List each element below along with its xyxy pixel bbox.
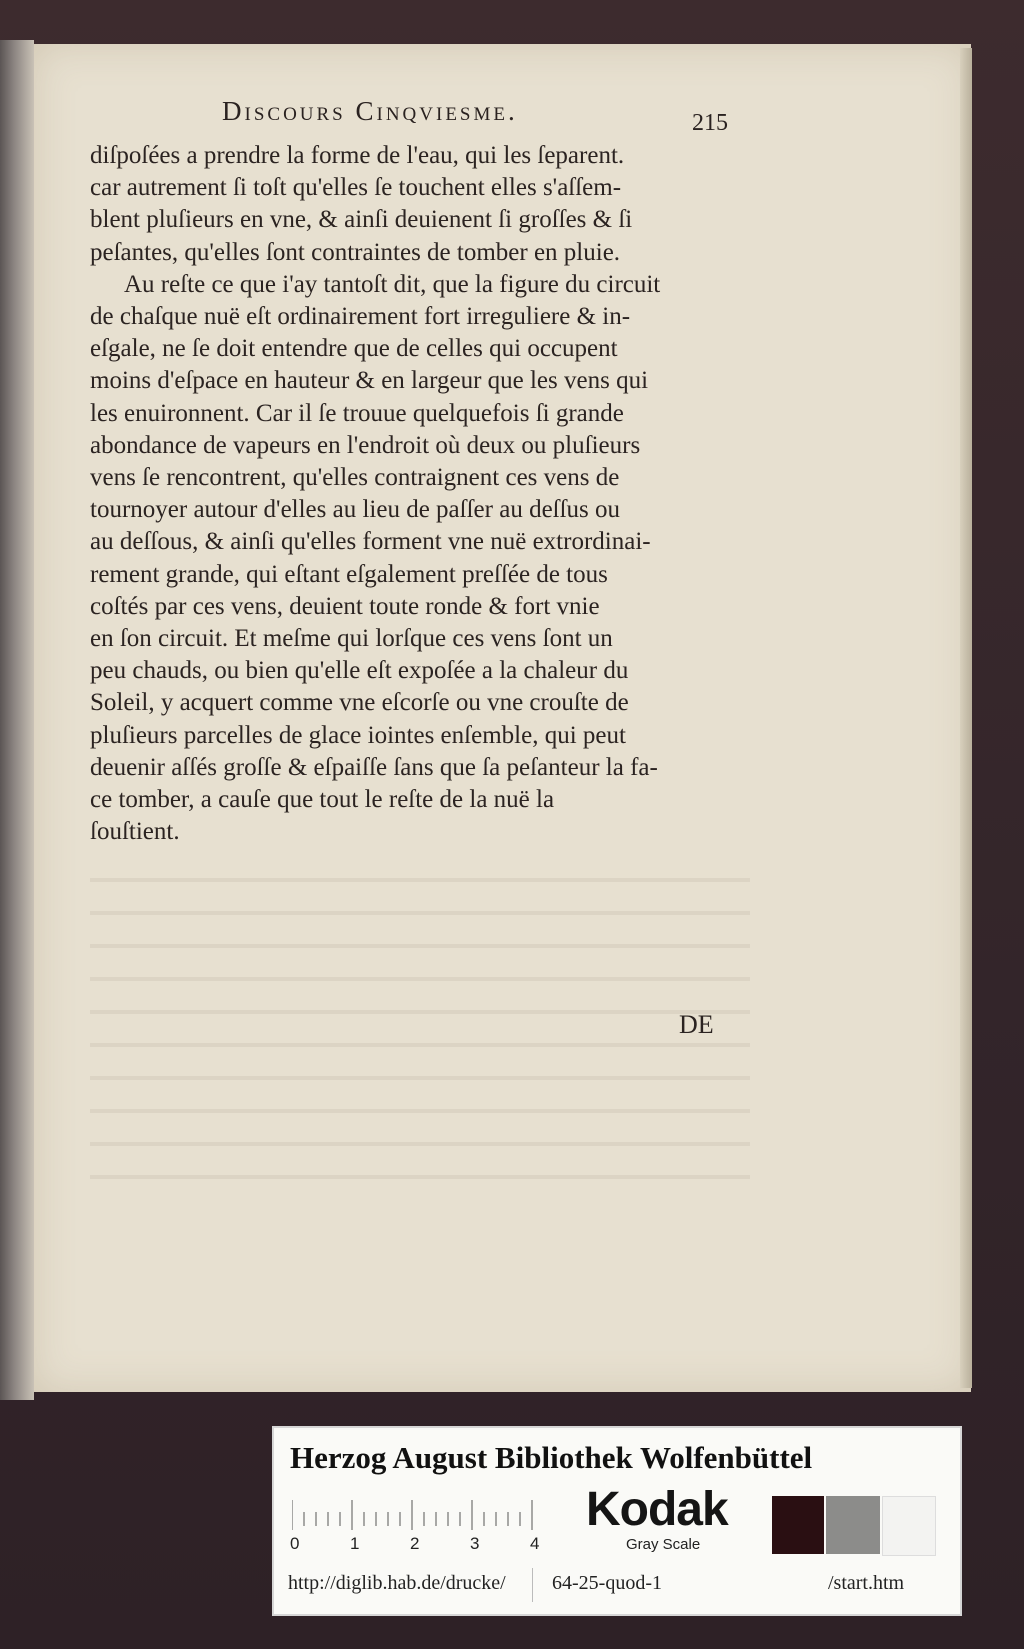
- page-edge-shadow: [960, 48, 972, 1388]
- text-line: tournoyer autour d'elles au lieu de paſſer au deſſus ou: [90, 496, 621, 524]
- ruler-number: 4: [530, 1534, 540, 1553]
- text-line: en ſon circuit. Et meſme qui lorſque ces vens ſont un: [90, 625, 613, 653]
- text-line: diſpoſées a prendre la forme de l'eau, qui les ſeparent.: [90, 142, 625, 169]
- text-line: peſantes, qu'elles ſont contraintes de tomber en pluie.: [90, 238, 621, 266]
- ruler-number: 2: [410, 1534, 420, 1553]
- text-line: coſtés par ces vens, deuient toute ronde & fort vnie: [90, 592, 600, 620]
- text-line: blent pluſieurs en vne, & ainſi deuienent ſi groſſes & ſi: [90, 206, 633, 234]
- text-line: vens ſe rencontrent, qu'elles contraignent ces vens de: [90, 464, 620, 492]
- page-number: 215: [692, 110, 728, 136]
- body-text: [90, 140, 742, 880]
- url-base: http://diglib.hab.de/drucke/: [288, 1572, 506, 1594]
- text-line: les enuironnent. Car il ſe trouue quelquefois ſi grande: [90, 399, 624, 427]
- ruler-number: 3: [470, 1534, 480, 1553]
- text-line: Soleil, y acquert comme vne eſcorſe ou vne crouſte de: [90, 689, 629, 717]
- text-line: pluſieurs parcelles de glace iointes enſemble, qui peut: [90, 721, 626, 749]
- text-line: deuenir aſſés groſſe & eſpaiſſe ſans que ſa peſanteur la fa-: [90, 753, 658, 781]
- text-line: Au reſte ce que i'ay tantoſt dit, que la figure du circuit: [124, 270, 661, 298]
- ruler-number: 0: [290, 1534, 300, 1553]
- text-line: car autrement ſi toſt qu'elles ſe touchent elles s'aſſem-: [90, 174, 622, 202]
- swatch-gray: [826, 1496, 880, 1554]
- text-line: eſgale, ne ſe doit entendre que de celles qui occupent: [90, 335, 618, 363]
- ruler-number: 1: [350, 1534, 360, 1553]
- text-line: ce tomber, a cauſe que tout le reſte de la nuë la: [90, 786, 555, 814]
- text-line: de chaſque nuë eſt ordinairement fort irreguliere & in-: [90, 303, 631, 331]
- running-head: Discours Cinqviesme.: [222, 96, 518, 126]
- kodak-logo: Kodak: [586, 1483, 728, 1536]
- text-line: moins d'eſpace en hauteur & en largeur que les vens qui: [90, 367, 649, 395]
- show-through-text: [90, 860, 750, 1200]
- text-line: rement grande, qui eſtant eſgalement preſſée de tous: [90, 560, 608, 588]
- ruler-scale: [292, 1494, 546, 1534]
- swatch-dark: [772, 1496, 824, 1554]
- text-line: ſouſtient.: [90, 818, 180, 846]
- swatch-white: [882, 1496, 936, 1556]
- library-name: Herzog August Bibliothek Wolfenbüttel: [290, 1440, 813, 1475]
- library-color-card: [272, 1426, 962, 1616]
- url-row: [288, 1572, 948, 1600]
- catchword: DE: [679, 1010, 714, 1039]
- book-edge: [0, 40, 34, 1400]
- text-line: au deſſous, & ainſi qu'elles forment vne nuë extrordinai-: [90, 528, 651, 556]
- text-line: abondance de vapeurs en l'endroit où deux ou pluſieurs: [90, 431, 641, 459]
- text-line: peu chauds, ou bien qu'elle eſt expoſée a la chaleur du: [90, 657, 629, 685]
- ruler-numbers: [290, 1534, 550, 1556]
- gray-scale-label: Gray Scale: [626, 1536, 701, 1553]
- url-id: 64-25-quod-1: [552, 1572, 662, 1594]
- url-end: /start.htm: [828, 1572, 905, 1594]
